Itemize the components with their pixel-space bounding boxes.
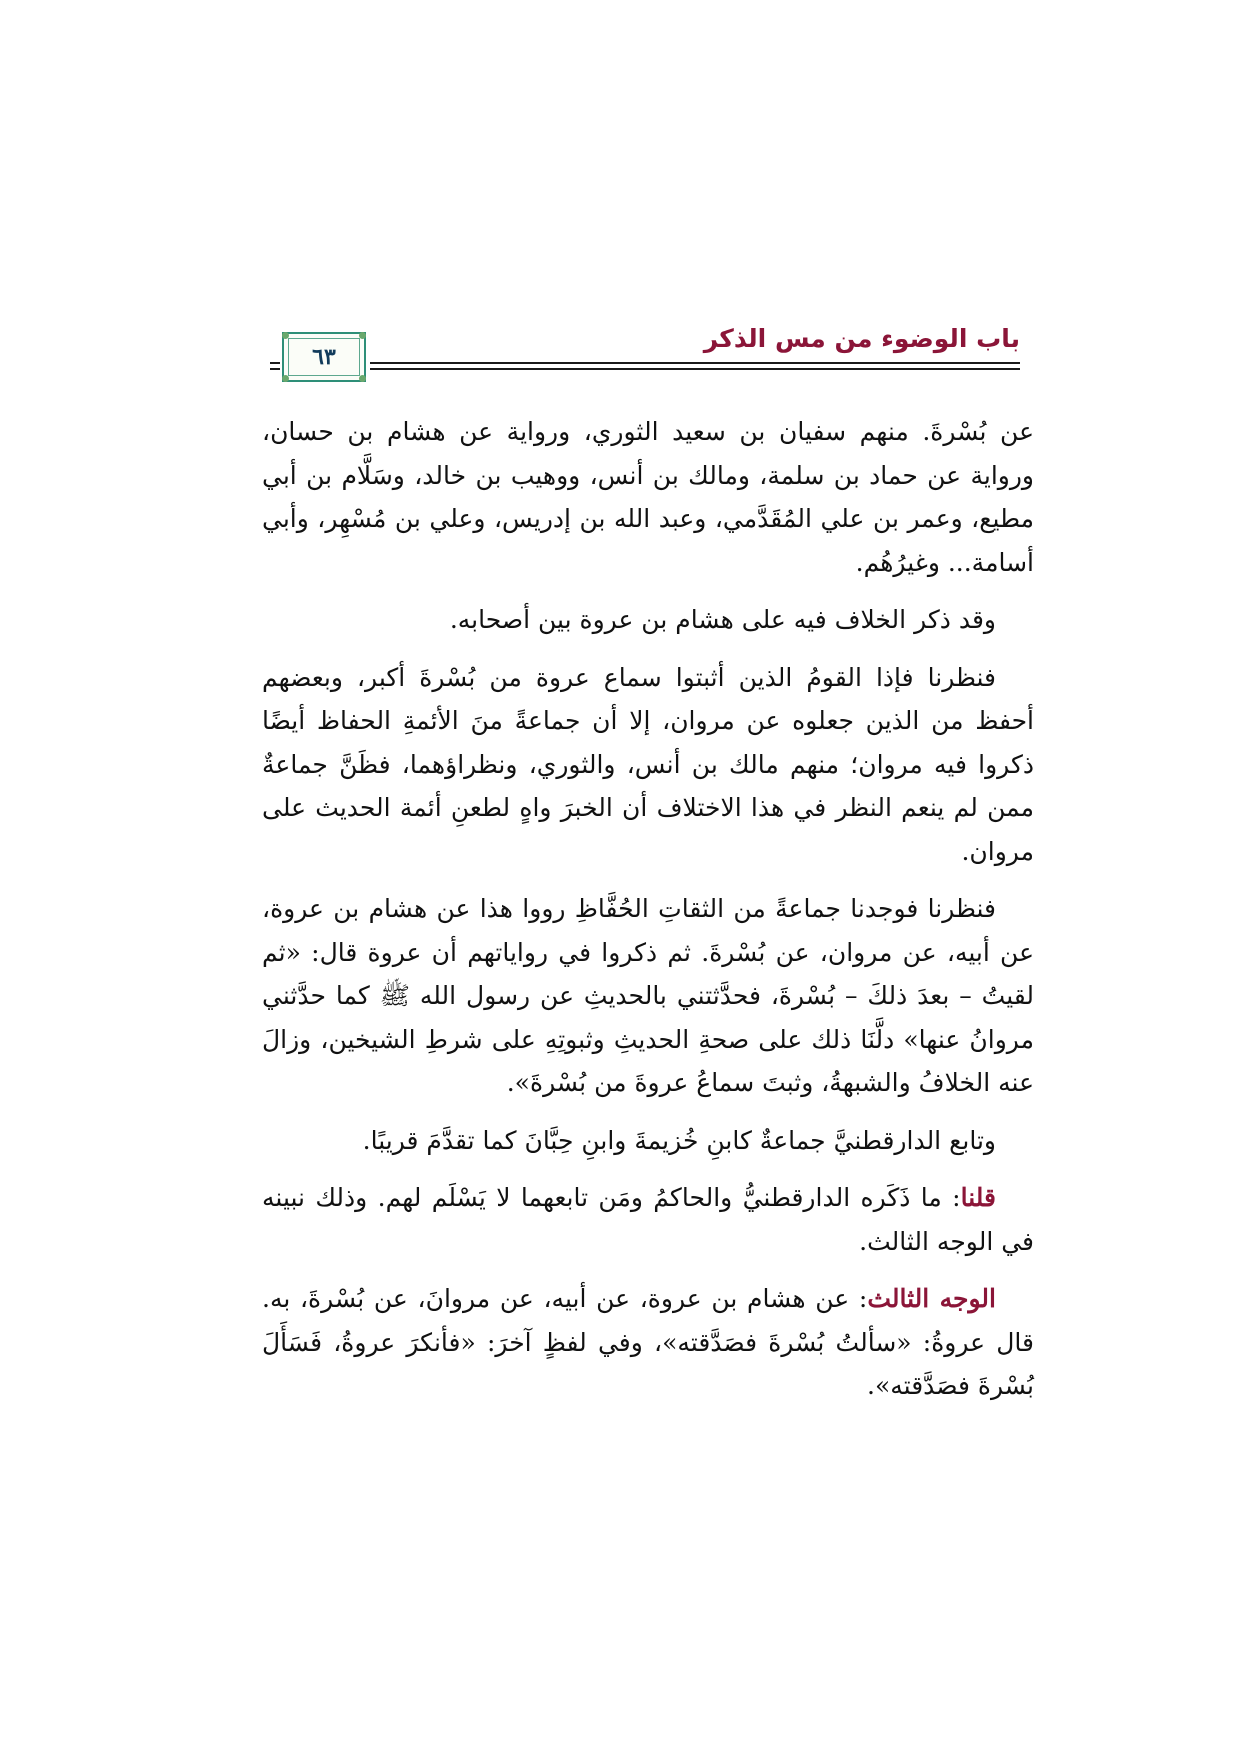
paragraph-4: فنظرنا فوجدنا جماعةً من الثقاتِ الحُفَّاظِ رووا هذا عن هشام بن عروة، عن أبيه، عن مروان، عن بُسْرةَ. ثم ذكروا في رواياتهم أن عروة قال: «ثم لقيتُ – بعدَ ذلكَ – بُسْرةَ، فحدَّثتني بالحديثِ عن رسول الله ﷺ كما حدَّثني مروانُ عنها» دلَّنَا ذلك على صحةِ الحديثِ وثبوتِهِ على شرطِ الشيخين، وزالَ عنه الخلافُ والشبهةُ، وثبتَ سماعُ عروةَ من بُسْرةَ». (262, 894, 1034, 1097)
ornament-corner (359, 375, 366, 382)
paragraph-7 (262, 1277, 1034, 1408)
header-rule-top (370, 362, 1020, 364)
paragraph-5: وتابع الدارقطنيَّ جماعةٌ كابنِ خُزيمةَ وابنِ حِبَّانَ كما تقدَّمَ قريبًا. (362, 1125, 996, 1155)
ornament-corner (282, 332, 289, 339)
paragraph-label: الوجه الثالث (867, 1284, 996, 1313)
paragraph-text: : ما ذَكَره الدارقطنيُّ والحاكمُ ومَن تابعهما لا يَسْلَم لهم. وذلك نبينه في الوجه الثالث. (262, 1183, 1034, 1256)
paragraph-1: عن بُسْرةَ. منهم سفيان بن سعيد الثوري، ورواية عن هشام بن حسان، ورواية عن حماد بن سلمة، ومالك بن أنس، ووهيب بن خالد، وسَلَّام بن أبي مطيع، وعمر بن علي المُقَدَّمي، وعبد الله بن إدريس، وعلي بن مُسْهِر، وأبي أسامة... وغيرُهُم. (262, 417, 1034, 577)
header-rule-bottom (370, 368, 1020, 370)
paragraph-text: : عن هشام بن عروة، عن أبيه، عن مروانَ، عن بُسْرةَ، به. قال عروةُ: «سألتُ بُسْرةَ فصَدَّقته»، وفي لفظٍ آخرَ: «فأنكرَ عروةُ، فَسَأَلَ بُسْرةَ فصَدَّقته». (262, 1284, 1034, 1400)
ornament-corner (282, 375, 289, 382)
chapter-title: باب الوضوء من مس الذكر (703, 324, 1020, 353)
paragraph-2: وقد ذكر الخلاف فيه على هشام بن عروة بين أصحابه. (449, 605, 996, 634)
header-rule-left-bottom (270, 368, 280, 370)
page-number-frame (282, 332, 366, 382)
header-rule-left-top (270, 362, 280, 364)
paragraph-label: قلنا (960, 1183, 996, 1212)
page-body (262, 410, 1034, 1408)
paragraph-3: فنظرنا فإذا القومُ الذين أثبتوا سماع عروة من بُسْرةَ أكبر، وبعضهم أحفظ من الذين جعلوه عن مروان، إلا أن جماعةً منَ الأئمةِ الحفاظ أيضًا ذكروا فيه مروان؛ منهم مالك بن أنس، والثوري، ونظراؤهما، فظَنَّ جماعةٌ ممن لم ينعم النظر في هذا الاختلاف أن الخبرَ واهٍ لطعنِ أئمة الحديث على مروان. (262, 662, 1034, 866)
paragraph-6 (262, 1176, 1034, 1263)
page-number: ٦٣ (312, 344, 336, 370)
ornament-corner (359, 332, 366, 339)
page-header (270, 322, 1020, 384)
